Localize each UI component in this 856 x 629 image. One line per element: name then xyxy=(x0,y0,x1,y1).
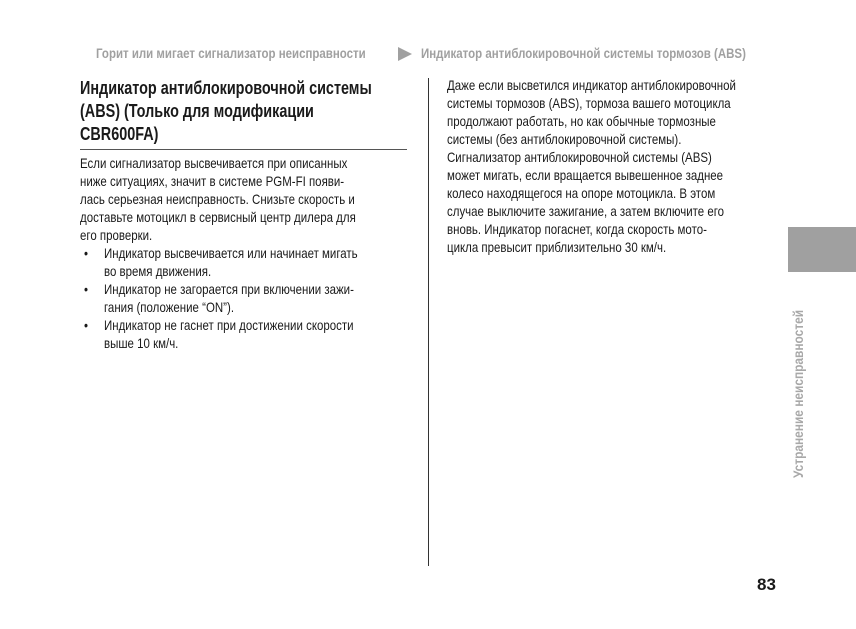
body-line: случае выключите зажигание, а затем включите его xyxy=(447,203,725,219)
bullet-line: выше 10 км/ч. xyxy=(104,335,179,351)
body-line: вновь. Индикатор погаснет, когда скорость мото- xyxy=(447,221,707,237)
body-line: Даже если высветился индикатор антиблокировочной xyxy=(447,77,736,93)
section-heading: Индикатор антиблокировочной системы xyxy=(80,78,372,98)
heading-rule xyxy=(80,149,407,150)
bullet-line: Индикатор не гаснет при достижении скорости xyxy=(104,317,354,333)
body-line: продолжают работать, но как обычные тормозные xyxy=(447,113,716,129)
side-section-label: Устранение неисправностей xyxy=(790,309,806,478)
breadcrumb-parent: Горит или мигает сигнализатор неисправности xyxy=(96,45,366,61)
section-heading: (ABS) (Только для модификации xyxy=(80,101,314,121)
page-number: 83 xyxy=(757,575,776,594)
body-line: лась серьезная неисправность. Снизьте скорость и xyxy=(80,191,355,207)
bullet-icon: • xyxy=(84,245,89,261)
body-line: может мигать, если вращается вывешенное заднее xyxy=(447,167,724,183)
body-line: системы тормозов (ABS), тормоза вашего мотоцикла xyxy=(447,95,731,111)
bullet-icon: • xyxy=(84,281,89,297)
body-line: системы (без антиблокировочной системы). xyxy=(447,131,682,147)
bullet-line: Индикатор не загорается при включении зажи- xyxy=(104,281,354,297)
column-divider xyxy=(428,78,429,566)
breadcrumb-arrow-icon xyxy=(398,47,412,61)
body-line: Если сигнализатор высвечивается при описанных xyxy=(80,155,348,171)
body-line: Сигнализатор антиблокировочной системы (ABS) xyxy=(447,149,712,165)
bullet-line: во время движения. xyxy=(104,263,212,279)
body-line: колесо находящегося на опоре мотоцикла. В этом xyxy=(447,185,716,201)
bullet-line: гания (положение “ON”). xyxy=(104,299,235,315)
breadcrumb-current: Индикатор антиблокировочной системы тормозов (ABS) xyxy=(421,45,746,61)
section-tab xyxy=(788,227,856,272)
body-line: ниже ситуациях, значит в системе PGM-FI появи- xyxy=(80,173,345,189)
section-heading: CBR600FA) xyxy=(80,124,159,144)
body-line: доставьте мотоцикл в сервисный центр дилера для xyxy=(80,209,356,225)
body-line: цикла превысит приблизительно 30 км/ч. xyxy=(447,239,667,255)
bullet-line: Индикатор высвечивается или начинает мигать xyxy=(104,245,358,261)
bullet-icon: • xyxy=(84,317,89,333)
body-line: его проверки. xyxy=(80,227,153,243)
